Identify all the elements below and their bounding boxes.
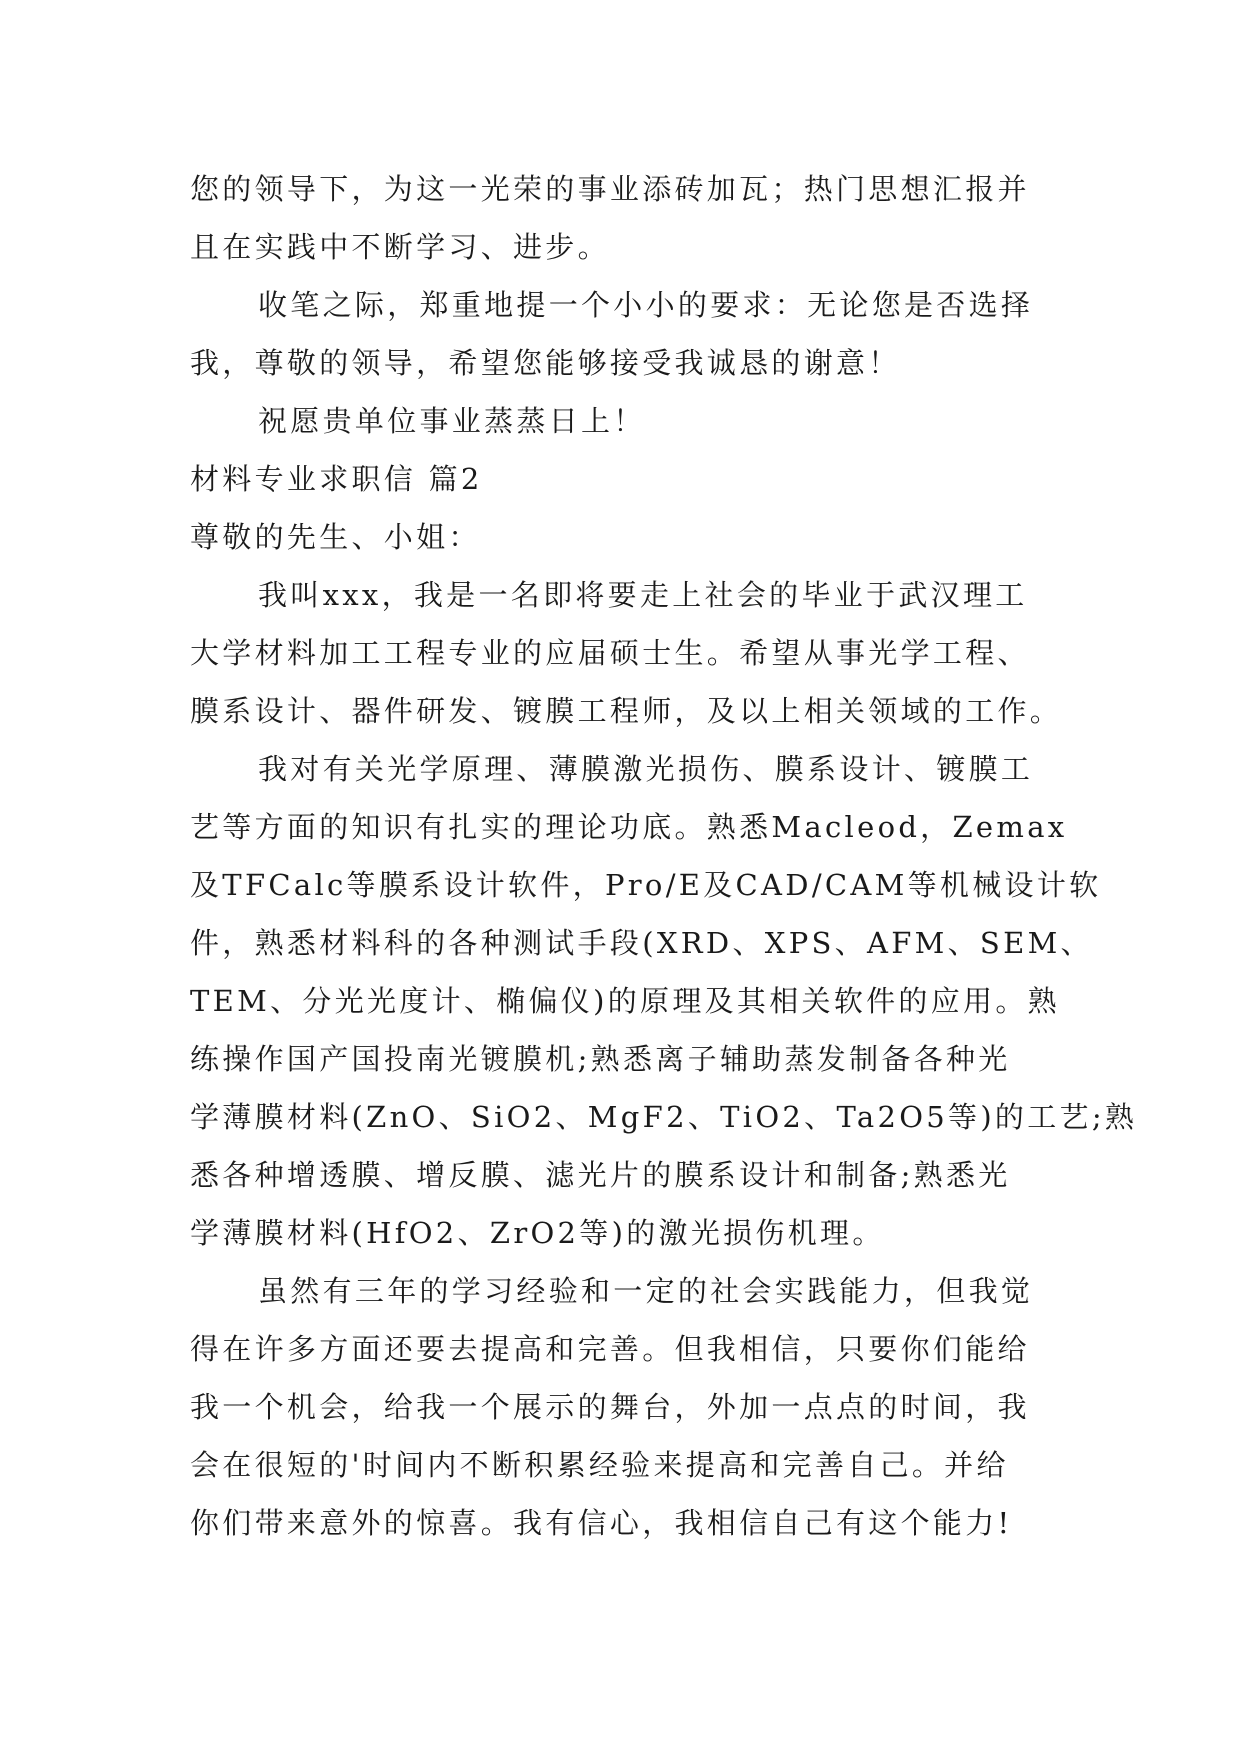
text-line: 且在实践中不断学习、进步。	[190, 230, 610, 264]
text-line: 我一个机会，给我一个展示的舞台，外加一点点的时间，我	[190, 1390, 1030, 1424]
text-line: 件，熟悉材料科的各种测试手段(XRD、XPS、AFM、SEM、	[190, 926, 1093, 960]
text-line: TEM、分光光度计、椭偏仪)的原理及其相关软件的应用。熟	[190, 984, 1060, 1018]
text-line: 艺等方面的知识有扎实的理论功底。熟悉Macleod，Zemax	[190, 810, 1068, 844]
text-line: 大学材料加工工程专业的应届硕士生。希望从事光学工程、	[190, 636, 1030, 670]
text-line: 虽然有三年的学习经验和一定的社会实践能力，但我觉	[258, 1274, 1034, 1308]
text-line: 得在许多方面还要去提高和完善。但我相信，只要你们能给	[190, 1332, 1030, 1366]
text-line: 悉各种增透膜、增反膜、滤光片的膜系设计和制备;熟悉光	[190, 1158, 1011, 1192]
text-line: 您的领导下，为这一光荣的事业添砖加瓦；热门思想汇报并	[190, 172, 1030, 206]
text-line: 你们带来意外的惊喜。我有信心，我相信自己有这个能力!	[190, 1506, 1013, 1540]
text-line: 收笔之际，郑重地提一个小小的要求：无论您是否选择	[258, 288, 1034, 322]
text-line: 材料专业求职信 篇2	[190, 462, 483, 496]
text-line: 我对有关光学原理、薄膜激光损伤、膜系设计、镀膜工	[258, 752, 1034, 786]
text-line: 尊敬的先生、小姐：	[190, 520, 481, 554]
text-line: 我叫xxx，我是一名即将要走上社会的毕业于武汉理工	[258, 578, 1028, 612]
text-line: 祝愿贵单位事业蒸蒸日上！	[258, 404, 646, 438]
text-line: 学薄膜材料(ZnO、SiO2、MgF2、TiO2、Ta2O5等)的工艺;熟	[190, 1100, 1138, 1134]
text-line: 会在很短的'时间内不断积累经验来提高和完善自己。并给	[190, 1448, 1009, 1482]
text-line: 练操作国产国投南光镀膜机;熟悉离子辅助蒸发制备各种光	[190, 1042, 1011, 1076]
text-line: 我，尊敬的领导，希望您能够接受我诚恳的谢意！	[190, 346, 901, 380]
text-line: 膜系设计、器件研发、镀膜工程师，及以上相关领域的工作。	[190, 694, 1063, 728]
document-body	[190, 160, 1138, 1552]
text-line: 学薄膜材料(HfO2、ZrO2等)的激光损伤机理。	[190, 1216, 885, 1250]
text-line: 及TFCalc等膜系设计软件，Pro/E及CAD/CAM等机械设计软	[190, 868, 1102, 902]
